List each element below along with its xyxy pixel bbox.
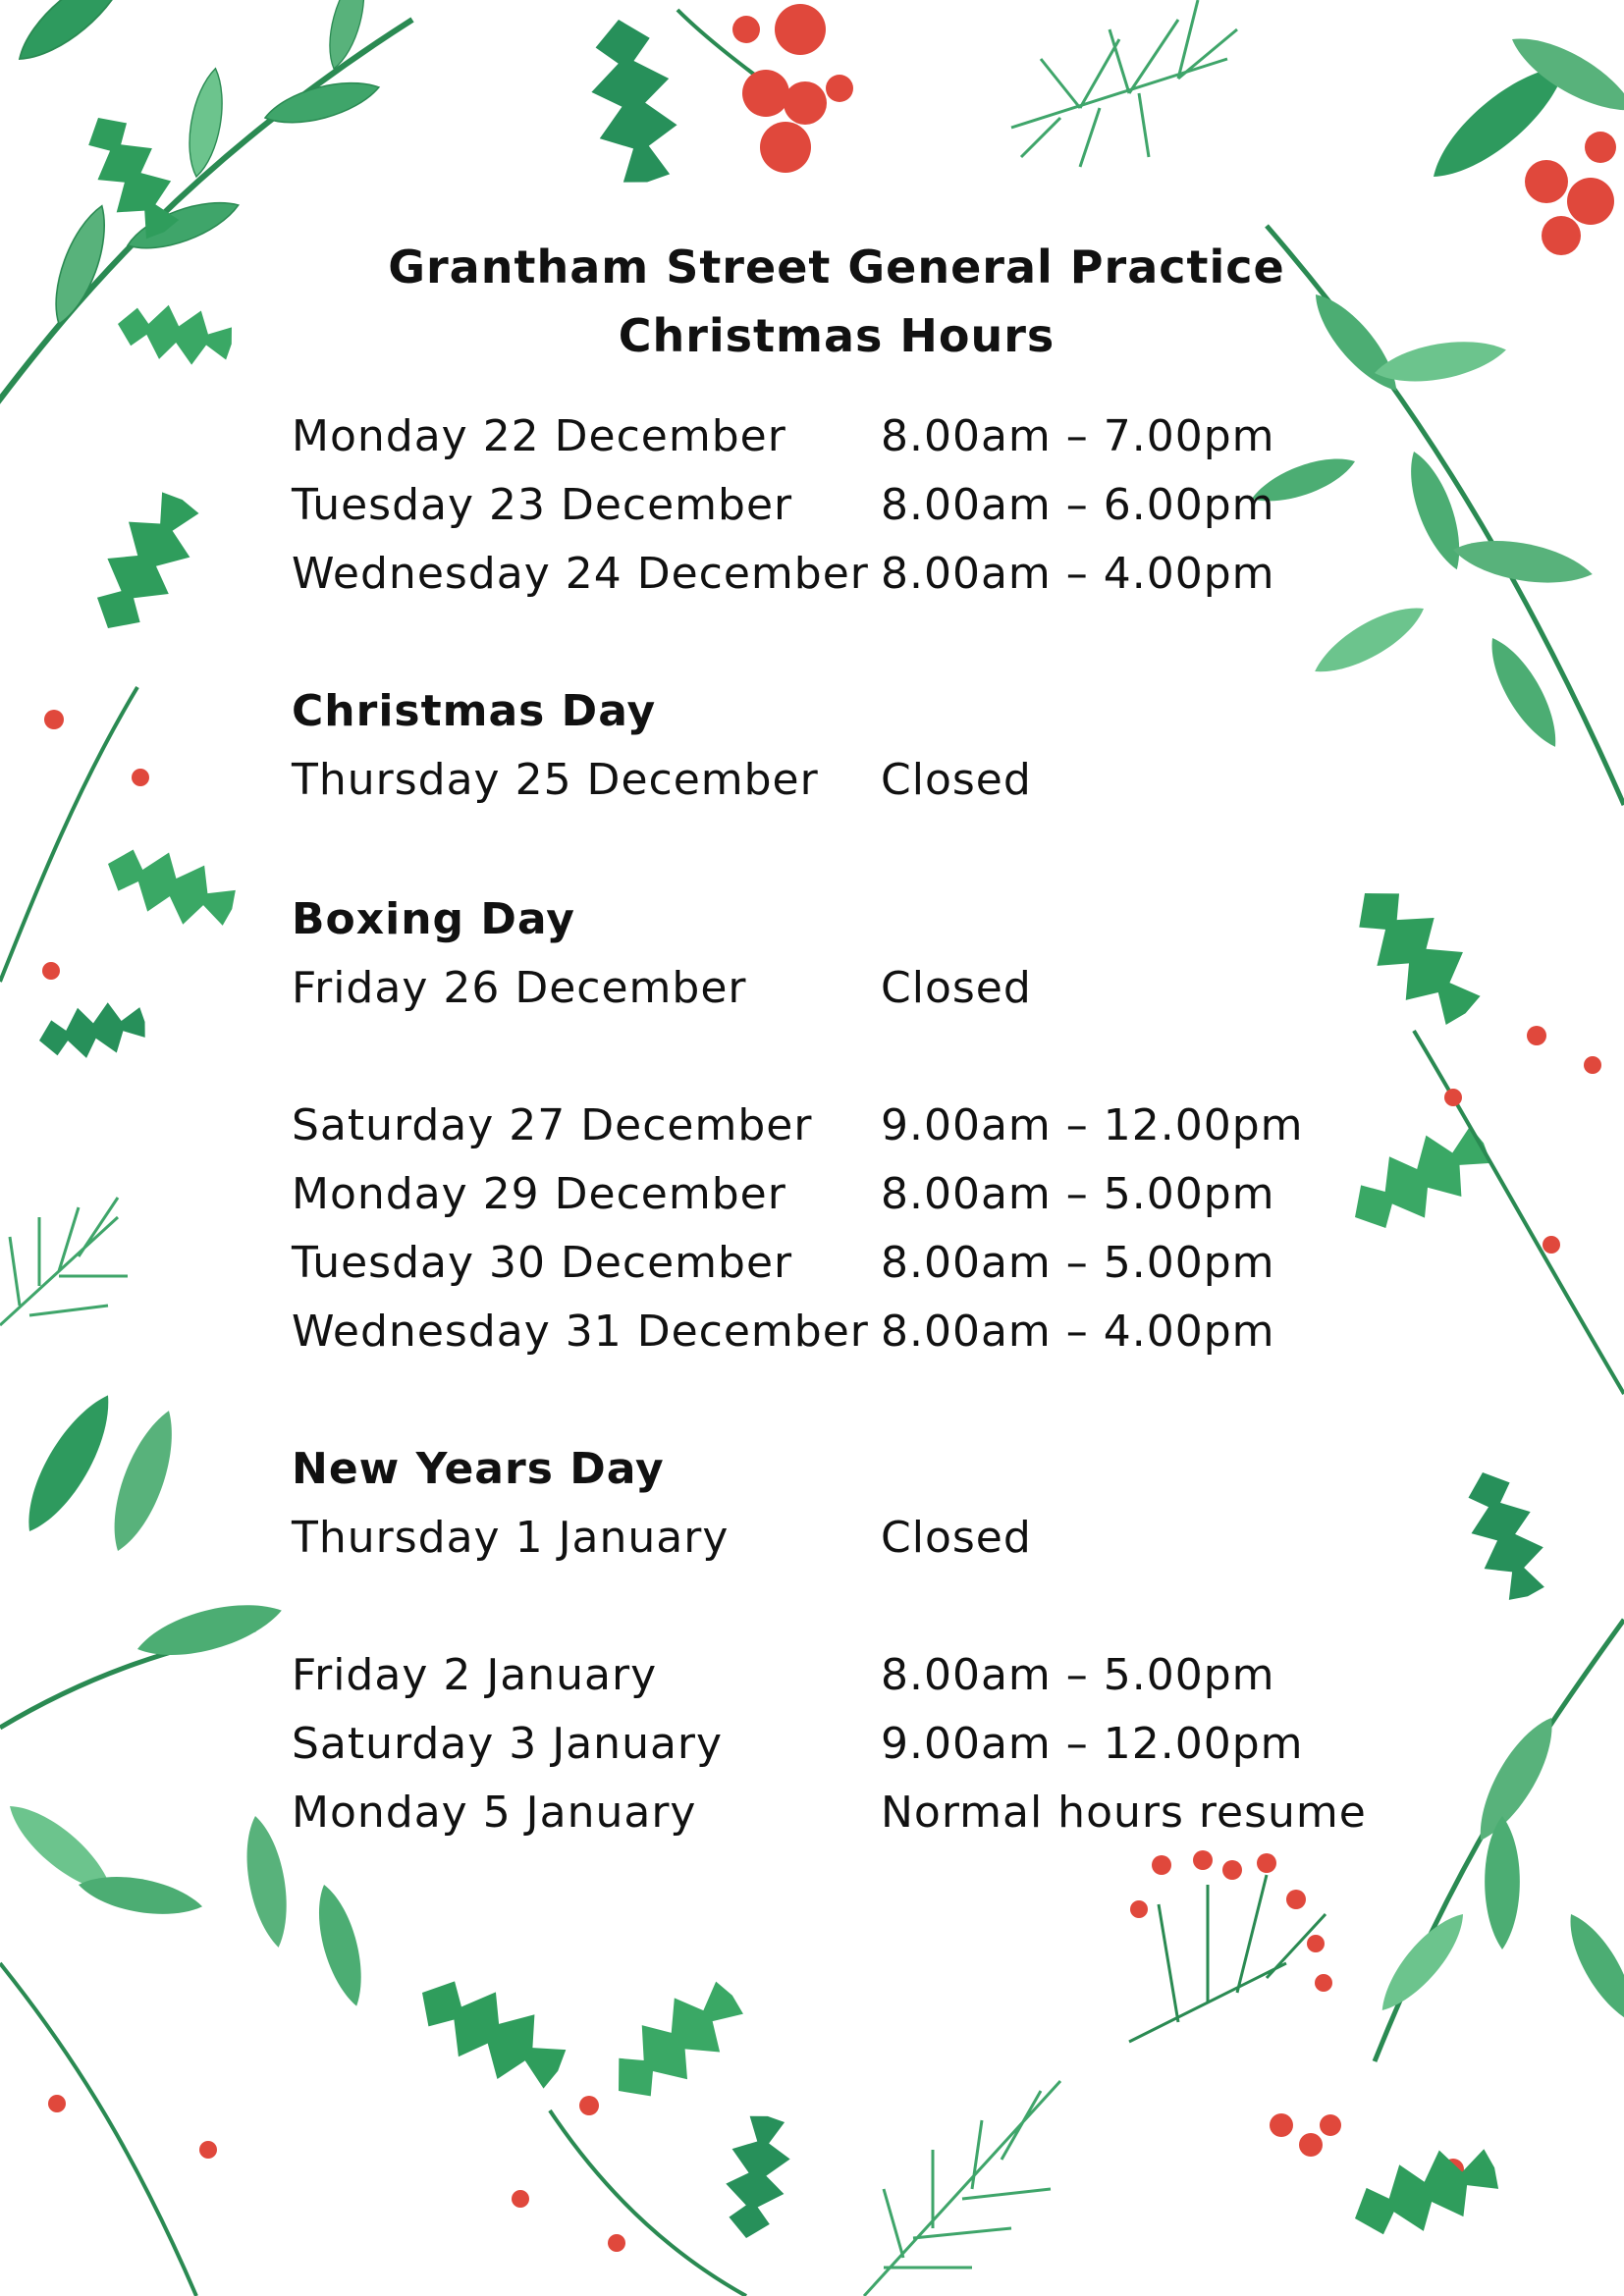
schedule-group-1 bbox=[292, 402, 1372, 609]
schedule-row bbox=[292, 1160, 1372, 1229]
schedule-group-new-years-day bbox=[292, 1435, 1372, 1573]
notice-title: Christmas Hours bbox=[618, 309, 1056, 362]
day-label: Tuesday 23 December bbox=[292, 480, 793, 530]
schedule-row bbox=[292, 746, 1372, 815]
holiday-heading: Christmas Day bbox=[292, 686, 657, 736]
hours-value: 8.00am – 4.00pm bbox=[881, 1307, 1275, 1357]
hours-value: 9.00am – 12.00pm bbox=[881, 1100, 1304, 1150]
day-label: Monday 5 January bbox=[292, 1788, 697, 1838]
schedule-group-3 bbox=[292, 1641, 1372, 1847]
holiday-heading: New Years Day bbox=[292, 1444, 665, 1494]
schedule-row bbox=[292, 1641, 1372, 1710]
day-label: Wednesday 31 December bbox=[292, 1307, 869, 1357]
schedule-row bbox=[292, 1229, 1372, 1298]
schedule-row bbox=[292, 954, 1372, 1023]
schedule-group-boxing-day bbox=[292, 885, 1372, 1023]
holiday-heading: Boxing Day bbox=[292, 894, 575, 944]
hours-value: 8.00am – 5.00pm bbox=[881, 1650, 1275, 1700]
hours-value: 8.00am – 7.00pm bbox=[881, 411, 1275, 461]
schedule-row bbox=[292, 471, 1372, 540]
hours-value: Normal hours resume bbox=[881, 1788, 1367, 1838]
schedule-row bbox=[292, 402, 1372, 471]
schedule-row bbox=[292, 540, 1372, 609]
schedule-row bbox=[292, 1504, 1372, 1573]
day-label: Monday 22 December bbox=[292, 411, 786, 461]
day-label: Tuesday 30 December bbox=[292, 1238, 793, 1288]
hours-value: 8.00am – 5.00pm bbox=[881, 1169, 1275, 1219]
hours-value: Closed bbox=[881, 755, 1032, 805]
hours-value: Closed bbox=[881, 1513, 1032, 1563]
hours-value: 9.00am – 12.00pm bbox=[881, 1719, 1304, 1769]
hours-value: Closed bbox=[881, 963, 1032, 1013]
day-label: Wednesday 24 December bbox=[292, 549, 869, 599]
schedule-row bbox=[292, 1710, 1372, 1779]
practice-name: Grantham Street General Practice bbox=[388, 240, 1285, 294]
hours-value: 8.00am – 6.00pm bbox=[881, 480, 1275, 530]
day-label: Friday 26 December bbox=[292, 963, 747, 1013]
schedule-row bbox=[292, 1779, 1372, 1847]
day-label: Saturday 27 December bbox=[292, 1100, 813, 1150]
schedule-group-christmas-day bbox=[292, 677, 1372, 815]
schedule-row bbox=[292, 1092, 1372, 1160]
day-label: Friday 2 January bbox=[292, 1650, 658, 1700]
day-label: Monday 29 December bbox=[292, 1169, 786, 1219]
schedule-group-2 bbox=[292, 1092, 1372, 1366]
schedule-row bbox=[292, 1298, 1372, 1366]
hours-value: 8.00am – 5.00pm bbox=[881, 1238, 1275, 1288]
day-label: Saturday 3 January bbox=[292, 1719, 724, 1769]
day-label: Thursday 25 December bbox=[292, 755, 819, 805]
day-label: Thursday 1 January bbox=[292, 1513, 730, 1563]
hours-value: 8.00am – 4.00pm bbox=[881, 549, 1275, 599]
